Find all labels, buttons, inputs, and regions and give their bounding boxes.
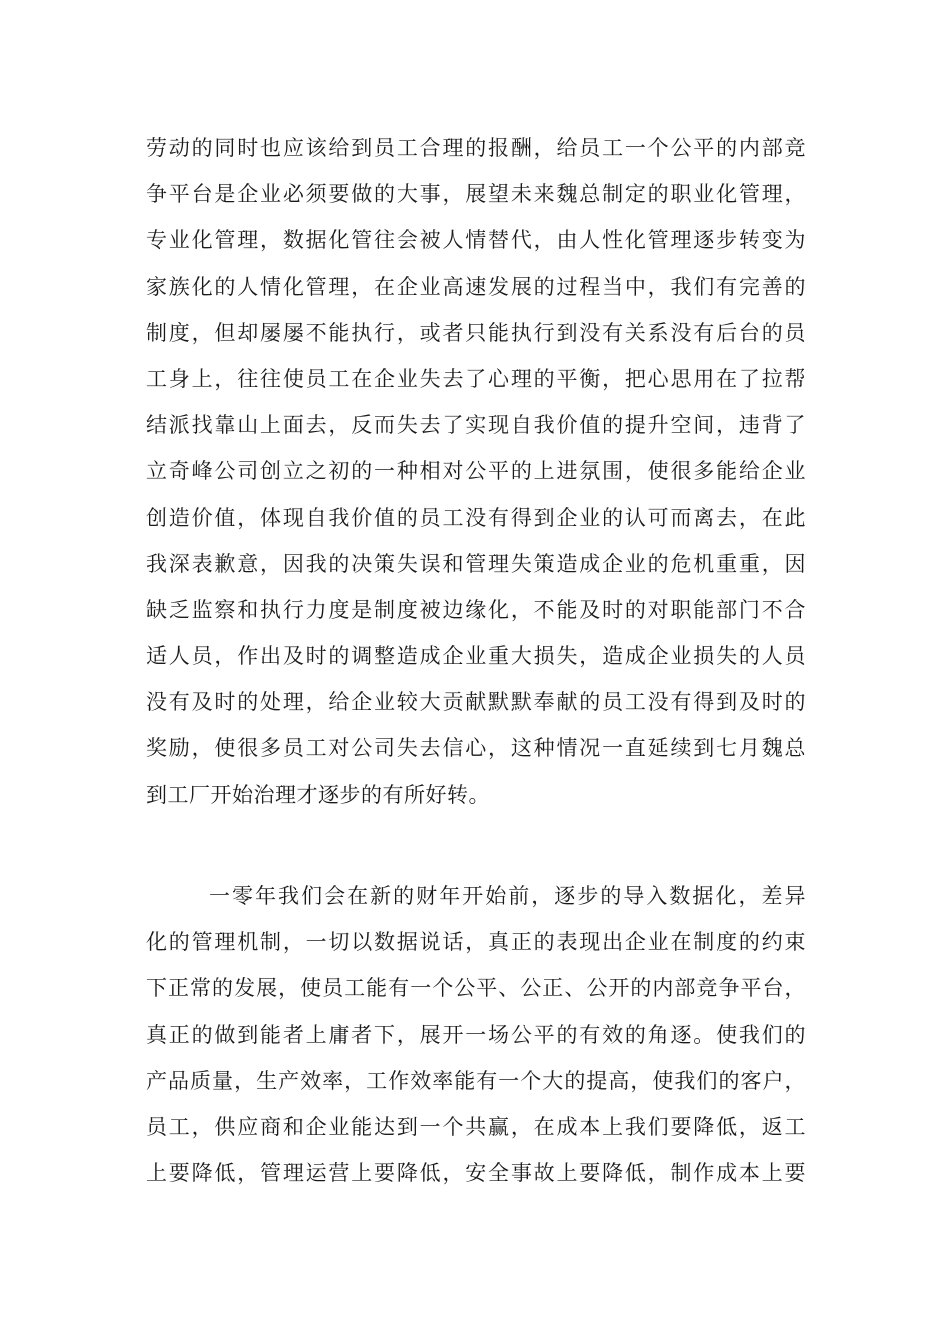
text-line: 下正常的发展，使员工能有一个公平、公正、公开的内部竞争平台， bbox=[146, 976, 806, 1001]
text-line: 立奇峰公司创立之初的一种相对公平的上进氛围，使很多能给企业 bbox=[146, 459, 806, 484]
text-line: 到工厂开始治理才逐步的有所好转。 bbox=[146, 782, 490, 807]
text-line: 结派找靠山上面去，反而失去了实现自我价值的提升空间，违背了 bbox=[146, 413, 806, 438]
text-line: 产品质量，生产效率，工作效率能有一个大的提高，使我们的客户， bbox=[146, 1068, 806, 1093]
text-line: 一零年我们会在新的财年开始前，逐步的导入数据化，差异 bbox=[209, 884, 806, 908]
paragraph-1 bbox=[146, 125, 806, 818]
text-line: 真正的做到能者上庸者下，展开一场公平的有效的角逐。使我们的 bbox=[146, 1022, 806, 1047]
text-line: 工身上，往往使员工在企业失去了心理的平衡，把心思用在了拉帮 bbox=[146, 366, 806, 391]
text-line: 上要降低，管理运营上要降低，安全事故上要降低，制作成本上要 bbox=[146, 1161, 806, 1186]
text-line: 创造价值，体现自我价值的员工没有得到企业的认可而离去，在此 bbox=[146, 505, 806, 530]
paragraph-2 bbox=[146, 873, 806, 1196]
text-line: 制度，但却屡屡不能执行，或者只能执行到没有关系没有后台的员 bbox=[146, 320, 806, 345]
text-line: 化的管理机制，一切以数据说话，真正的表现出企业在制度的约束 bbox=[146, 930, 806, 955]
text-line: 奖励，使很多员工对公司失去信心，这种情况一直延续到七月魏总 bbox=[146, 736, 806, 761]
text-line: 争平台是企业必须要做的大事，展望未来魏总制定的职业化管理， bbox=[146, 182, 806, 207]
text-line: 缺乏监察和执行力度是制度被边缘化，不能及时的对职能部门不合 bbox=[146, 597, 806, 622]
text-line: 家族化的人情化管理，在企业高速发展的过程当中，我们有完善的 bbox=[146, 274, 806, 299]
text-line: 没有及时的处理，给企业较大贡献默默奉献的员工没有得到及时的 bbox=[146, 690, 806, 715]
text-line: 我深表歉意，因我的决策失误和管理失策造成企业的危机重重，因 bbox=[146, 551, 806, 576]
text-line: 员工，供应商和企业能达到一个共赢，在成本上我们要降低，返工 bbox=[146, 1114, 806, 1139]
text-line: 专业化管理，数据化管往会被人情替代，由人性化管理逐步转变为 bbox=[146, 228, 806, 253]
text-line: 适人员，作出及时的调整造成企业重大损失，造成企业损失的人员 bbox=[146, 644, 806, 669]
text-line: 劳动的同时也应该给到员工合理的报酬，给员工一个公平的内部竞 bbox=[146, 136, 806, 160]
